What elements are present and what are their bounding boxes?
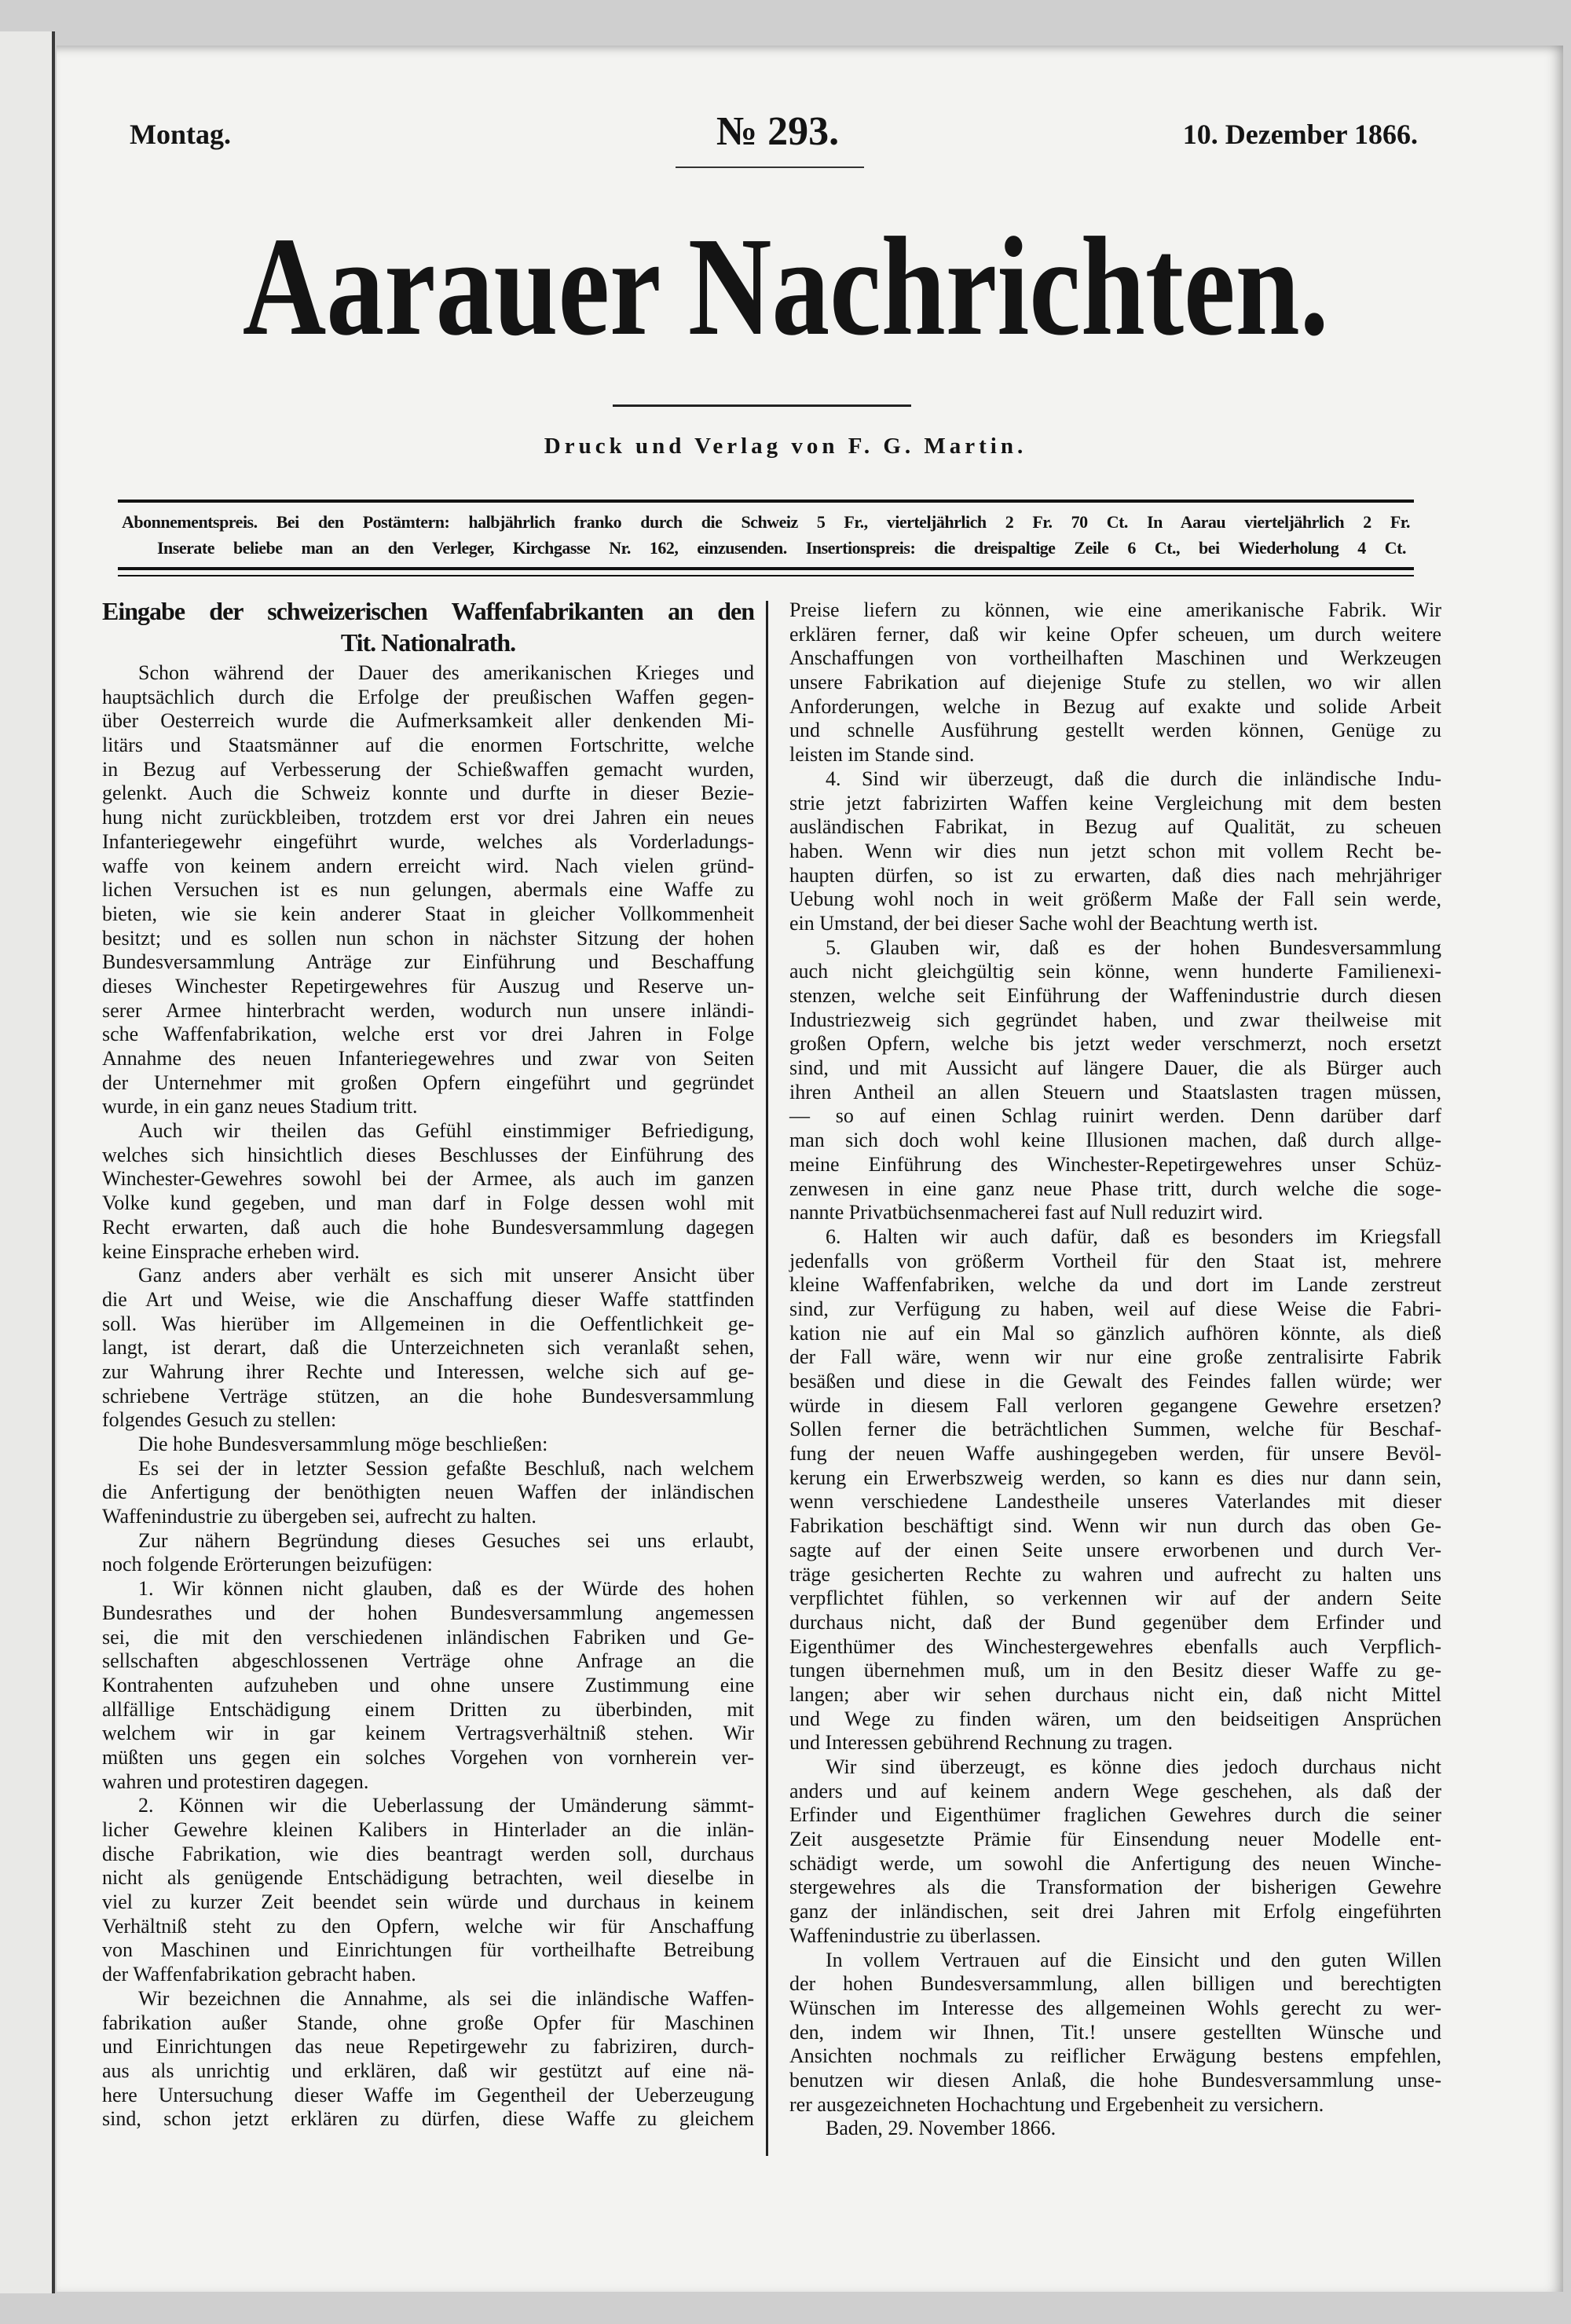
text-line: stergewehres als die Transformation der bisherigen Gewehre — [789, 1876, 1441, 1899]
text-line: gelenkt. Auch die Schweiz konnte und durfte in dieser Bezie- — [102, 781, 754, 805]
text-line: kerung ein Erwerbszweig werden, so kann es dies nur dann sein, — [789, 1466, 1441, 1489]
text-line: wurde, in ein ganz neues Stadium tritt. — [102, 1095, 418, 1118]
text-line: Kontrahenten aufzuheben und ohne unsere Zustimmung eine — [102, 1673, 754, 1696]
text-line: sei, die mit den verschiedenen inländischen Fabriken und Ge- — [102, 1625, 754, 1649]
newspaper-title-text: Aarauer Nachrichten. — [242, 208, 1329, 364]
text-line: die Art und Weise, wie die Anschaffung dieser Waffe stattfinden — [102, 1287, 754, 1311]
paragraph — [789, 936, 1441, 1225]
text-line: den, indem wir Ihnen, Tit.! unsere gestellten Wünsche und — [789, 2020, 1441, 2044]
paragraph — [102, 1794, 754, 1987]
text-line: noch folgende Erörterungen beizufügen: — [102, 1553, 433, 1576]
paragraph — [102, 1264, 754, 1433]
text-line: und Einrichtungen das neue Repetirgewehr zu fabriziren, durch- — [102, 2035, 754, 2059]
text-line: stenzen, welche seit Einführung der Waffenindustrie durch diesen — [789, 984, 1441, 1007]
newspaper-title — [0, 177, 1571, 404]
text-line: Bundesversammlung Anträge zur Einführung und Beschaffung — [102, 950, 754, 974]
text-line: unsere Fabrikation auf diejenige Stufe zu stellen, wo wir allen — [789, 671, 1441, 694]
text-line: Anschaffungen von vortheilhaften Maschinen und Werkzeugen — [789, 646, 1441, 670]
text-line: fung der neuen Waffe aushingegeben werden, für unsere Bevöl- — [789, 1442, 1441, 1466]
text-line: hauptsächlich durch die Erfolge der preußischen Waffen gegen- — [102, 685, 754, 708]
text-line: Wir bezeichnen die Annahme, als sei die inländische Waffen- — [138, 1986, 754, 2010]
paragraph — [789, 2117, 1441, 2141]
rule-bottom-2 — [118, 575, 1414, 576]
text-line: langt, ist derart, daß die Unterzeichneten sich veranlaßt sehen, — [102, 1336, 754, 1360]
text-line: Verhältniß steht zu den Opfern, welche wir für Anschaffung — [102, 1914, 754, 1938]
text-line: keine Einsprache erheben wird. — [102, 1239, 360, 1263]
text-line: Preise liefern zu können, wie eine amerikanische Fabrik. Wir — [789, 598, 1441, 621]
text-line: Industriezweig sich gegründet haben, und zwar theilweise mit — [789, 1008, 1441, 1031]
text-line: ganz der inländischen, seit drei Jahren mit Erfolg eingeführten — [789, 1900, 1441, 1923]
text-line: Schon während der Dauer des amerikanischen Krieges und — [138, 661, 754, 684]
rule-top — [118, 500, 1414, 503]
column-divider — [766, 601, 768, 2156]
text-line: zur Wahrung ihrer Rechte und Interessen, welche sich auf ge- — [102, 1360, 754, 1383]
text-line: 6. Halten wir auch dafür, daß es besonders im Kriegsfall — [826, 1224, 1441, 1248]
text-line: Wünschen im Interesse des allgemeinen Wohls gerecht zu wer- — [789, 1996, 1441, 2019]
text-line: hung nicht zurückbleiben, trotzdem erst vor drei Jahren ein neues — [102, 806, 754, 829]
paragraph — [102, 661, 754, 1119]
paragraph — [102, 1577, 754, 1794]
text-line: viel zu kurzer Zeit beendet sein würde und durchaus in keinem — [102, 1890, 754, 1914]
text-line: Uebung wohl noch in weit größerm Maße der Fall sein werde, — [789, 888, 1441, 911]
text-line: ausländischen Fabrikat, in Bezug auf Qualität, zu scheuen — [789, 815, 1441, 839]
text-line: besäßen und diese in die Gewalt des Feindes fallen würde; wer — [789, 1370, 1441, 1393]
text-line: dieses Winchester Repetirgewehres für Auszug und Reserve un- — [102, 974, 754, 997]
text-line: erklären ferner, daß wir keine Opfer scheuen, um durch weitere — [789, 622, 1441, 646]
text-line: träge gesicherten Rechte zu wahren und aufrecht zu halten uns — [789, 1562, 1441, 1586]
text-line: Eigenthümer des Winchestergewehres ebenfalls auch Verpflich- — [789, 1634, 1441, 1658]
text-line: der Waffenfabrikation gebracht haben. — [102, 1963, 416, 1986]
text-line: wahren und protestiren dagegen. — [102, 1770, 369, 1793]
text-line: Fabrikation beschäftigt sind. Wenn wir nun durch das oben Ge- — [789, 1514, 1441, 1538]
text-line: sind, und mit Aussicht auf längere Dauer, die als Bürger auch — [789, 1056, 1441, 1080]
text-line: Es sei der in letzter Session gefaßte Beschluß, nach welchem — [138, 1456, 754, 1480]
subscription-line-1: Abonnementspreis. Bei den Postämtern: halbjährlich franko durch die Schweiz 5 Fr., vierteljährlich 2 Fr. 70 Ct. In Aarau vierteljährlich 2 Fr. — [122, 512, 1410, 532]
text-line: serer Armee hinterbracht werden, wodurch nun unsere inländi- — [102, 998, 754, 1022]
text-line: soll. Was hierüber im Allgemeinen in die Oeffentlichkeit ge- — [102, 1312, 754, 1335]
text-line: langen; aber wir sehen durchaus nicht ein, daß nicht Mittel — [789, 1682, 1441, 1706]
text-line: der Fall wäre, wenn wir nur eine große zentralisirte Fabrik — [789, 1345, 1441, 1369]
text-line: kleine Waffenfabriken, welche da und dort im Lande zerstreut — [789, 1273, 1441, 1297]
text-line: anders und auf keinem andern Wege geschehen, als daß der — [789, 1779, 1441, 1802]
text-line: Wir sind überzeugt, es könne dies jedoch durchaus nicht — [826, 1755, 1441, 1778]
text-line: meine Einführung des Winchester-Repetirgewehres unser Schüz- — [789, 1152, 1441, 1176]
weekday: Montag. — [130, 119, 231, 150]
text-line: tungen übernehmen muß, um in den Besitz dieser Waffe zu ge- — [789, 1659, 1441, 1682]
text-line: In vollem Vertrauen auf die Einsicht und den guten Willen — [826, 1948, 1441, 1971]
text-line: here Untersuchung dieser Waffe im Gegentheil der Ueberzeugung — [102, 2083, 754, 2106]
text-line: Auch wir theilen das Gefühl einstimmiger Befriedigung, — [138, 1119, 754, 1143]
text-line: der hohen Bundesversammlung, allen billigen und berechtigten — [789, 1972, 1441, 1996]
text-line: Infanteriegewehr eingeführt wurde, welches als Vorderladungs- — [102, 829, 754, 853]
title-divider — [613, 404, 911, 407]
text-line: dische Fabrikation, wie dies beantragt werden soll, durchaus — [102, 1842, 754, 1865]
text-line: jedenfalls von größerm Vortheil für den Staat ist, mehrere — [789, 1249, 1441, 1272]
text-line: in Bezug auf Verbesserung der Schießwaffen gemacht wurden, — [102, 757, 754, 781]
paragraph — [789, 767, 1441, 936]
text-line: Annahme des neuen Infanteriegewehres und zwar von Seiten — [102, 1047, 754, 1070]
text-line: nicht als genügende Entschädigung betrachten, weil dieselbe in — [102, 1866, 754, 1890]
text-line: rer ausgezeichneten Hochachtung und Ergebenheit zu versichern. — [789, 2092, 1324, 2116]
text-line: welches sich hinsichtlich dieses Beschlusses der Einführung des — [102, 1143, 754, 1166]
text-line: haben. Wenn wir dies nun jetzt schon mit vollem Recht be- — [789, 839, 1441, 862]
text-line: und Wege zu finden wären, um den beidseitigen Ansprüchen — [789, 1707, 1441, 1730]
text-line: man sich doch wohl keine Illusionen machen, daß durch allge- — [789, 1129, 1441, 1152]
text-line: — so auf einen Schlag ruinirt werden. Denn darüber darf — [789, 1104, 1441, 1128]
text-line: sche Waffenfabrikation, welche erst vor drei Jahren in Folge — [102, 1023, 754, 1046]
text-line: Recht erwarten, daß auch die hohe Bundesversammlung dagegen — [102, 1215, 754, 1239]
publisher-line: Druck und Verlag von F. G. Martin. — [544, 434, 1027, 459]
text-line: Zur nähern Begründung dieses Gesuches sei uns erlaubt, — [138, 1528, 754, 1552]
text-line: sellschaften abgeschlossenen Verträge ohne Anfrage an die — [102, 1649, 754, 1673]
text-line: Sollen ferner die beträchtlichen Summen, welche für Beschaf- — [789, 1418, 1441, 1441]
text-line: würde in diesem Fall verloren gegangene Gewehre ersetzen? — [789, 1393, 1441, 1417]
issue-underline — [676, 167, 864, 168]
text-line: Waffenindustrie zu übergeben sei, aufrecht zu halten. — [102, 1505, 536, 1528]
text-line: leisten im Stande sind. — [789, 743, 975, 767]
text-line: verpflichtet fühlen, so verkennen wir auf der andern Seite — [789, 1587, 1441, 1610]
text-line: wenn verschiedene Landestheile unseres Vaterlandes mit dieser — [789, 1490, 1441, 1513]
text-line: ein Umstand, der bei dieser Sache wohl der Beachtung werth ist. — [789, 911, 1318, 935]
text-line: strie jetzt fabrizirten Waffen keine Vergleichung mit dem besten — [789, 791, 1441, 814]
paragraph — [789, 1755, 1441, 1949]
article-left-column — [102, 595, 754, 2132]
text-line: sind, schon jetzt erklären zu dürfen, diese Waffe zu gleichem — [102, 2107, 754, 2131]
text-line: kation nie auf ein Mal so gänzlich aufhören könnte, als dieß — [789, 1321, 1441, 1345]
article-right-column — [789, 598, 1441, 2141]
text-line: litärs und Staatsmänner auf die enormen Fortschritte, welche — [102, 734, 754, 757]
text-line: großen Opfern, welche bis jetzt weder verschmerzt, noch ersetzt — [789, 1032, 1441, 1056]
heading-line: Tit. Nationalrath. — [340, 628, 516, 657]
paragraph — [102, 1119, 754, 1264]
text-line: Ansichten nochmals zu reiflicher Erwägung bestens empfehlen, — [789, 2044, 1441, 2068]
text-line: fabrikation außer Stande, ohne große Opfer für Maschinen — [102, 2011, 754, 2034]
text-line: 4. Sind wir überzeugt, daß die durch die inländische Indu- — [826, 767, 1441, 790]
text-line: der Unternehmer mit großen Opfern eingeführt und gegründet — [102, 1071, 754, 1094]
text-line: nannte Privatbüchsenmacherei fast auf Null reduzirt wird. — [789, 1201, 1263, 1224]
text-line: 5. Glauben wir, daß es der hohen Bundesversammlung — [826, 935, 1441, 959]
text-line: besitzt; und es sollen nun schon in nächster Sitzung der hohen — [102, 926, 754, 950]
text-line: ihren Antheil an allen Steuern und Staatslasten tragen müssen, — [789, 1080, 1441, 1103]
article-heading — [102, 595, 754, 658]
paragraph — [789, 1225, 1441, 1755]
text-line: auch nicht gleichgültig sein könne, wenn hunderte Familienexi- — [789, 960, 1441, 983]
text-line: licher Gewehre kleinen Kalibers in Hinterlader an die inlän- — [102, 1818, 754, 1841]
text-line: und Interessen gebührend Rechnung zu tragen. — [789, 1731, 1174, 1755]
text-line: Volke kund gegeben, und man darf in Folge dessen wohl mit — [102, 1191, 754, 1215]
text-line: über Oesterreich wurde die Aufmerksamkeit aller denkenden Mi- — [102, 709, 754, 733]
paragraph — [789, 1949, 1441, 2117]
text-line: Erfinder und Eigenthümer fraglichen Gewehres durch die seiner — [789, 1803, 1441, 1827]
paragraph — [102, 1457, 754, 1529]
text-line: waffe von keinem andern erreicht wird. Nach vielen gründ- — [102, 854, 754, 877]
text-line: müßten uns gegen ein solches Vorgehen von vornherein ver- — [102, 1745, 754, 1769]
text-line: lichen Versuchen ist es nun gelungen, abermals eine Waffe zu — [102, 878, 754, 902]
text-line: Ganz anders aber verhält es sich mit unserer Ansicht über — [138, 1264, 754, 1287]
text-line: Zeit ausgesetzte Prämie für Einsendung neuer Modelle ent- — [789, 1828, 1441, 1851]
text-line: schriebene Verträge stützen, an die hohe Bundesversammlung — [102, 1384, 754, 1407]
text-line: von Maschinen und Einrichtungen für vortheilhafte Betreibung — [102, 1938, 754, 1962]
text-line: Die hohe Bundesversammlung möge beschließen: — [138, 1433, 548, 1455]
paragraph — [102, 1987, 754, 2132]
text-line: durchaus nicht, daß der Bund gegenüber dem Erfinder und — [789, 1610, 1441, 1634]
text-line: folgendes Gesuch zu stellen: — [102, 1408, 337, 1432]
text-line: 1. Wir können nicht glauben, daß es der Würde des hohen — [138, 1577, 754, 1601]
text-line: aus als unrichtig und erklären, daß wir gestützt auf eine nä- — [102, 2059, 754, 2082]
issue-number: № 293. — [716, 109, 840, 154]
text-line: und schnelle Ausführung gestellt werden können, Genüge zu — [789, 719, 1441, 742]
text-line: Winchester-Gewehres sowohl bei der Armee, als auch im ganzen — [102, 1167, 754, 1191]
text-line: Bundesrathes und der hohen Bundesversammlung angemessen — [102, 1601, 754, 1624]
text-line: Anforderungen, welche in Bezug auf exakte und solide Arbeit — [789, 694, 1441, 718]
text-line: Waffenindustrie zu überlassen. — [789, 1923, 1042, 1947]
text-line: Baden, 29. November 1866. — [826, 2117, 1056, 2140]
text-line: benutzen wir diesen Anlaß, die hohe Bundesversammlung unse- — [789, 2068, 1441, 2092]
text-line: 2. Können wir die Ueberlassung der Umänderung sämmt- — [138, 1794, 754, 1817]
text-line: allfällige Entschädigung einem Dritten zu überbinden, mit — [102, 1697, 754, 1721]
rule-bottom-1 — [118, 567, 1414, 570]
issue-date: 10. Dezember 1866. — [1182, 119, 1418, 150]
paragraph — [789, 598, 1441, 767]
subscription-line-2: Inserate beliebe man an den Verleger, Kirchgasse Nr. 162, einzusenden. Insertionspreis: die dreispaltige Zeile 6 Ct., bei Wiederholung 4 Ct. — [157, 538, 1406, 558]
text-line: schädigt werde, um sowohl die Anfertigung des neuen Winche- — [789, 1851, 1441, 1875]
text-line: die Anfertigung der benöthigten neuen Waffen der inländischen — [102, 1480, 754, 1504]
text-line: sind, zur Verfügung zu haben, weil auf diese Weise die Fabri- — [789, 1297, 1441, 1320]
paragraph — [102, 1529, 754, 1577]
text-line: haupten dürfen, so ist zu erwarten, daß dies nach mehrjähriger — [789, 863, 1441, 887]
text-line: bieten, wie sie kein anderer Staat in gleicher Vollkommenheit — [102, 902, 754, 925]
heading-line: Eingabe der schweizerischen Waffenfabrikanten an den — [102, 597, 754, 625]
text-line: welchem wir in gar keinem Vertragsverhältniß stehen. Wir — [102, 1722, 754, 1745]
text-line: sagte auf der einen Seite unsere erworbenen und durch Ver- — [789, 1538, 1441, 1561]
text-line: zenwesen in eine ganz neue Phase tritt, durch welche die soge- — [789, 1177, 1441, 1200]
paragraph — [102, 1433, 754, 1457]
